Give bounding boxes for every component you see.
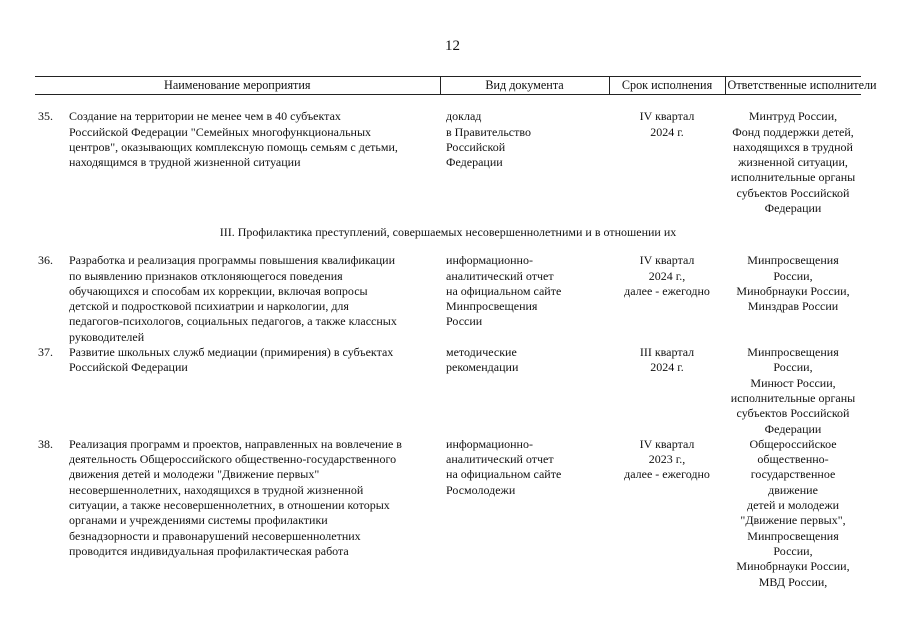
- document-type: методические рекомендации: [446, 345, 519, 375]
- row-number: 36.: [38, 253, 53, 268]
- page-number: 12: [445, 38, 460, 54]
- header-deadline: Срок исполнения: [609, 77, 725, 95]
- table-row: [35, 437, 861, 590]
- section-title: III. Профилактика преступлений, совершаемых несовершеннолетними и в отношении их: [219, 225, 677, 240]
- measure-name: Создание на территории не менее чем в 40 субъектах Российской Федерации "Семейных многофункциональных центров", оказывающих комплексную помощь семьям с детьми, находящимся в трудной жизненной ситуации: [69, 109, 398, 170]
- table-row: [35, 345, 861, 437]
- deadline: IV квартал 2024 г.: [639, 109, 695, 139]
- header-doc-type: Вид документа: [440, 77, 609, 95]
- document-type: информационно- аналитический отчет на официальном сайте Минпросвещения России: [446, 253, 562, 329]
- measure-name: Разработка и реализация программы повышения квалификации по выявлению признаков отклоняющегося поведения обучающихся и способам их коррекции, включая вопросы детской и подростковой психиатрии и наркологии, для педагогов-психологов, социальных педагогов, а также классных руководителей: [69, 253, 397, 344]
- table-header-row: [35, 77, 861, 95]
- deadline: III квартал 2024 г.: [639, 345, 695, 375]
- section-row: [35, 225, 861, 253]
- header-name: Наименование мероприятия: [35, 77, 440, 95]
- measures-table: [35, 76, 877, 590]
- document-type: информационно- аналитический отчет на официальном сайте Росмолодежи: [446, 436, 562, 497]
- measure-name: Развитие школьных служб медиации (примирения) в субъектах Российской Федерации: [69, 345, 394, 375]
- document-type: доклад в Правительство Российской Федерации: [446, 109, 531, 170]
- row-number: 35.: [38, 109, 53, 124]
- row-number: 37.: [38, 345, 53, 360]
- responsible: Минтруд России, Фонд поддержки детей, находящихся в трудной жизненной ситуации, исполнительные органы субъектов Российской Федерации: [730, 109, 856, 216]
- responsible: Общероссийское общественно- государственное движение детей и молодежи "Движение первых", Минпросвещения России, Минобрнауки России, МВД России,: [736, 436, 850, 589]
- table-row: [35, 109, 861, 225]
- row-number: 38.: [38, 436, 53, 451]
- deadline: IV квартал 2023 г., далее - ежегодно: [624, 436, 710, 482]
- table-row: [35, 253, 861, 345]
- measure-name: Реализация программ и проектов, направленных на вовлечение в деятельность Общероссийского общественно-государственного движения детей и молодежи "Движение первых" несовершеннолетних, находящихся в трудной жизненной ситуации, а также несовершеннолетних, в отношении которых органами и учреждениями системы профилактики безнадзорности и правонарушений несовершеннолетних проводится индивидуальная профилактическая работа: [69, 436, 402, 558]
- responsible: Минпросвещения России, Минобрнауки России, Минздрав России: [736, 253, 850, 314]
- deadline: IV квартал 2024 г., далее - ежегодно: [624, 253, 710, 298]
- responsible: Минпросвещения России, Минюст России, исполнительные органы субъектов Российской Федерации: [730, 345, 856, 436]
- header-responsible: Ответственные исполнители: [725, 77, 861, 95]
